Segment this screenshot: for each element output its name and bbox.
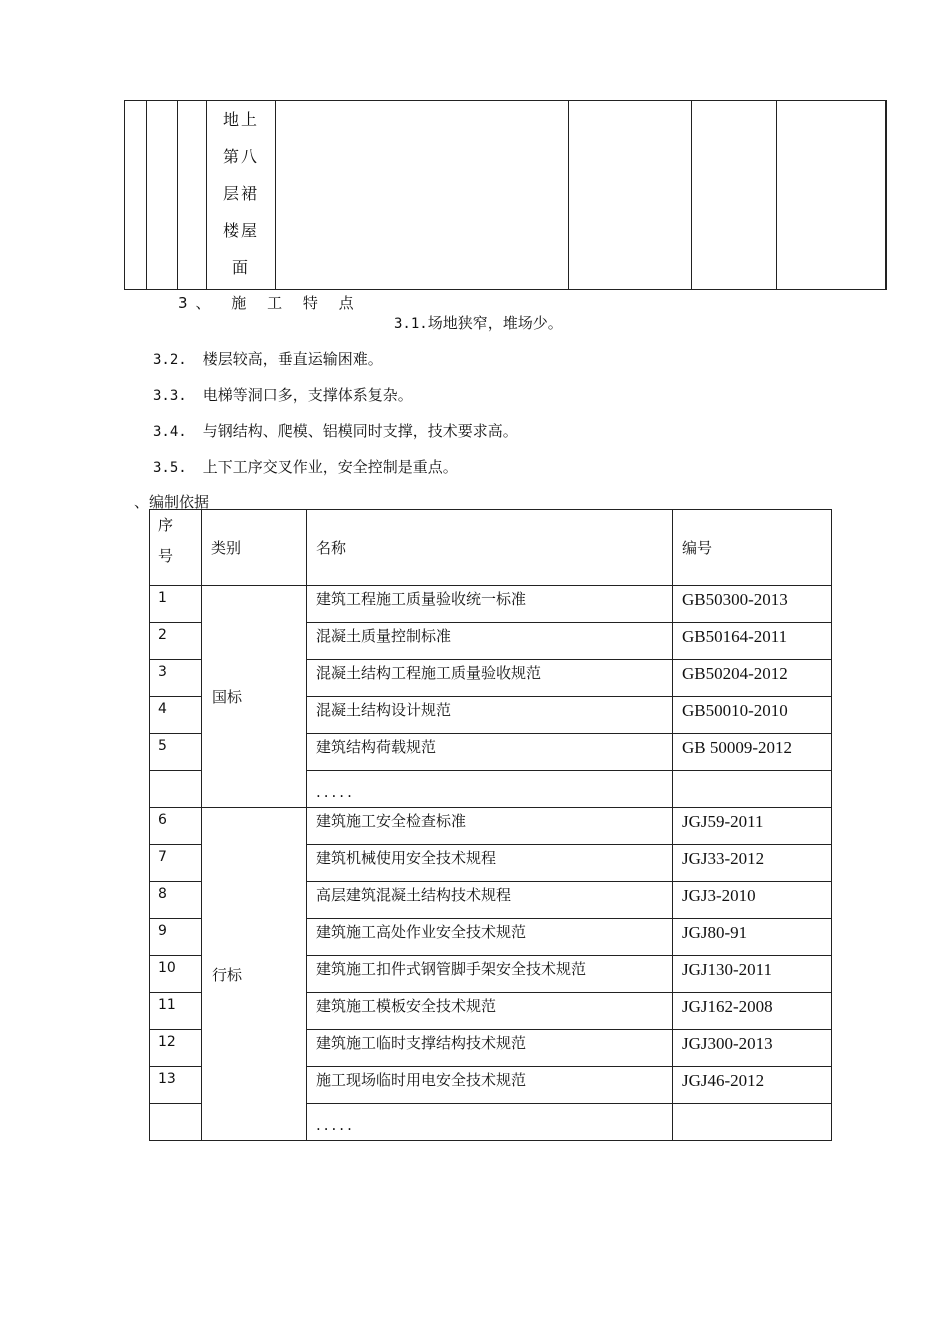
feature-item xyxy=(394,312,563,333)
feature-item xyxy=(153,456,458,477)
name-cell: 建筑工程施工质量验收统一标准 xyxy=(307,586,673,623)
code-cell xyxy=(673,771,832,808)
table-row xyxy=(150,808,832,845)
seq-cell: 4 xyxy=(150,697,202,734)
feature-number: 3.4. xyxy=(153,424,187,440)
seq-cell: 5 xyxy=(150,734,202,771)
feature-text: 楼层较高，垂直运输困难。 xyxy=(202,350,383,368)
seq-cell: 2 xyxy=(150,623,202,660)
code-cell: JGJ300-2013 xyxy=(673,1030,832,1067)
floor-table-fragment xyxy=(124,100,887,290)
empty-cell xyxy=(147,101,178,290)
code-cell: JGJ59-2011 xyxy=(673,808,832,845)
seq-cell xyxy=(150,771,202,808)
name-cell: 建筑结构荷载规范 xyxy=(307,734,673,771)
section-3-heading: 3、 施 工 特 点 xyxy=(178,294,362,312)
empty-cell xyxy=(178,101,207,290)
code-cell: JGJ3-2010 xyxy=(673,882,832,919)
feature-number: 3.5. xyxy=(153,460,187,476)
name-cell xyxy=(307,1104,673,1141)
name-cell: 混凝土结构设计规范 xyxy=(307,697,673,734)
feature-text: 上下工序交叉作业，安全控制是重点。 xyxy=(202,458,458,476)
code-cell: GB50164-2011 xyxy=(673,623,832,660)
empty-cell xyxy=(569,101,692,290)
code-cell xyxy=(673,1104,832,1141)
empty-cell xyxy=(125,101,147,290)
code-cell: JGJ162-2008 xyxy=(673,993,832,1030)
seq-cell: 7 xyxy=(150,845,202,882)
feature-number: 3.2. xyxy=(153,352,187,368)
feature-text: 与钢结构、爬模、铝模同时支撑，技术要求高。 xyxy=(202,422,518,440)
empty-cell xyxy=(692,101,777,290)
feature-number: 3.1. xyxy=(394,316,428,332)
empty-cell xyxy=(276,101,569,290)
table-row xyxy=(150,586,832,623)
header-name: 名称 xyxy=(307,510,673,586)
seq-cell: 6 xyxy=(150,808,202,845)
code-cell: JGJ46-2012 xyxy=(673,1067,832,1104)
floor-label-line: 第八 xyxy=(222,147,259,166)
seq-cell xyxy=(150,1104,202,1141)
name-cell xyxy=(307,771,673,808)
section-4-heading: 、编制依据 xyxy=(134,493,210,511)
name-cell: 建筑施工安全检查标准 xyxy=(307,808,673,845)
feature-item xyxy=(153,384,413,405)
floor-label-cell xyxy=(207,101,276,290)
feature-item xyxy=(153,348,383,369)
name-cell: 施工现场临时用电安全技术规范 xyxy=(307,1067,673,1104)
feature-number: 3.3. xyxy=(153,388,187,404)
seq-cell: 9 xyxy=(150,919,202,956)
code-cell: JGJ33-2012 xyxy=(673,845,832,882)
floor-label-line: 层裙 xyxy=(222,184,259,203)
header-seq: 序 号 xyxy=(150,510,202,586)
code-cell: GB 50009-2012 xyxy=(673,734,832,771)
name-cell: 建筑施工临时支撑结构技术规范 xyxy=(307,1030,673,1067)
code-cell: JGJ130-2011 xyxy=(673,956,832,993)
standards-table xyxy=(149,509,832,1141)
ellipsis-text: ..... xyxy=(316,1116,355,1134)
feature-item xyxy=(153,420,518,441)
name-cell: 建筑施工高处作业安全技术规范 xyxy=(307,919,673,956)
ellipsis-text: ..... xyxy=(316,783,355,801)
name-cell: 高层建筑混凝土结构技术规程 xyxy=(307,882,673,919)
header-category: 类别 xyxy=(202,510,307,586)
seq-cell: 8 xyxy=(150,882,202,919)
code-cell: GB50204-2012 xyxy=(673,660,832,697)
seq-cell: 1 xyxy=(150,586,202,623)
empty-cell xyxy=(777,101,886,290)
name-cell: 混凝土结构工程施工质量验收规范 xyxy=(307,660,673,697)
name-cell: 建筑施工模板安全技术规范 xyxy=(307,993,673,1030)
seq-cell: 3 xyxy=(150,660,202,697)
code-cell: JGJ80-91 xyxy=(673,919,832,956)
floor-label-line: 地上 xyxy=(222,110,259,129)
category-cell: 行标 xyxy=(202,808,307,1141)
code-cell: GB50300-2013 xyxy=(673,586,832,623)
floor-label-line: 面 xyxy=(231,258,250,277)
seq-cell: 10 xyxy=(150,956,202,993)
seq-cell: 11 xyxy=(150,993,202,1030)
name-cell: 混凝土质量控制标准 xyxy=(307,623,673,660)
feature-text: 场地狭窄，堆场少。 xyxy=(427,314,563,332)
name-cell: 建筑机械使用安全技术规程 xyxy=(307,845,673,882)
seq-cell: 12 xyxy=(150,1030,202,1067)
floor-label-line: 楼屋 xyxy=(222,221,259,240)
header-code: 编号 xyxy=(673,510,832,586)
feature-text: 电梯等洞口多，支撑体系复杂。 xyxy=(202,386,413,404)
code-cell: GB50010-2010 xyxy=(673,697,832,734)
name-cell: 建筑施工扣件式钢管脚手架安全技术规范 xyxy=(307,956,673,993)
table-header-row xyxy=(150,510,832,586)
seq-cell: 13 xyxy=(150,1067,202,1104)
category-cell: 国标 xyxy=(202,586,307,808)
